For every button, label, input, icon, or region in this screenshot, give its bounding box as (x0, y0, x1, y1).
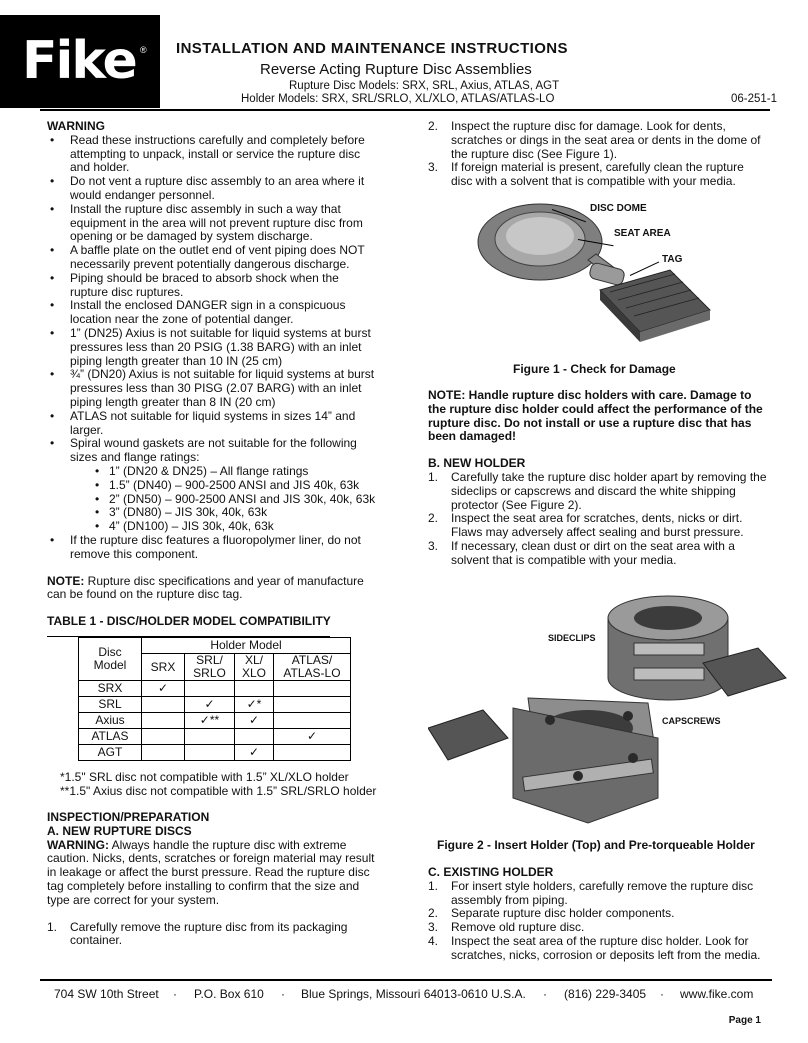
sideclips-label: SIDECLIPS (548, 633, 596, 643)
compatibility-table (78, 637, 351, 761)
table-header: Disc Model (79, 638, 142, 681)
footer-phone: (816) 229-3405 (564, 987, 647, 1001)
table-header: Holder Model (142, 638, 351, 654)
step-text: Inspect the rupture disc for damage. Look for dents, scratches or dings in the seat area or dents in the dome of the rupture disc (See Figure 1). (451, 119, 761, 161)
gasket-size-list (92, 465, 380, 534)
footer-separator: · (543, 987, 547, 1001)
step-number: 3. (428, 920, 439, 935)
right-column-bottom (428, 866, 761, 963)
list-item: • 1” (DN25) Axius is not suitable for liquid systems at burst pressures less than 20 PSIG (1.38 BARG) with an inlet piping length greater than 10 IN (25 cm) (47, 327, 380, 368)
step-number: 1. (428, 878, 439, 893)
footer-separator: · (660, 987, 664, 1001)
list-item: • If the rupture disc features a fluoropolymer liner, do not remove this component. (47, 534, 380, 562)
table-row (79, 681, 351, 697)
step-number: 1. (428, 469, 439, 484)
steps-b-list (428, 471, 768, 568)
table-title: TABLE 1 - DISC/HOLDER MODEL COMPATIBILITY (47, 614, 331, 629)
document-subtitle: Reverse Acting Rupture Disc Assemblies (260, 61, 532, 78)
left-column (47, 120, 380, 629)
logo-text: Fike (22, 31, 136, 91)
note-paragraph (47, 575, 380, 603)
warning-list (47, 134, 380, 562)
inspection-section (47, 811, 380, 948)
step-text: Remove old rupture disc. (451, 920, 585, 935)
step-number: 3. (428, 538, 439, 553)
existing-holder-heading: C. EXISTING HOLDER (428, 865, 554, 879)
holder-models-line: Holder Models: SRX, SRL/SRLO, XL/XLO, ATLAS/ATLAS-LO (241, 93, 555, 105)
list-item (428, 120, 761, 161)
list-item: • 4” (DN100) – JIS 30k, 40k, 63k (92, 520, 380, 534)
table-cell (185, 745, 235, 761)
table-header: SRX (142, 654, 185, 681)
table-row (79, 697, 351, 713)
table-cell (142, 697, 185, 713)
disc-dome-label: DISC DOME (590, 203, 647, 214)
list-item: • Install the enclosed DANGER sign in a conspicuous location near the zone of potential danger. (47, 299, 380, 327)
footer-po-box: P.O. Box 610 (194, 987, 264, 1001)
note-label: NOTE: (47, 573, 85, 588)
list-item: • Read these instructions carefully and completely before attempting to unpack, install or service the rupture disc and holder. (47, 134, 380, 175)
steps-a-continued (428, 120, 761, 189)
footer-website-link[interactable]: www.fike.com (680, 987, 754, 1001)
holder-care-note: NOTE: Handle rupture disc holders with care. Damage to the rupture disc holder could affect the performance of the rupture disc. Do not install or use a rupture disc that has been damaged! (428, 388, 763, 444)
step-text: If necessary, clean dust or dirt on the seat area with a solvent that is compatible with your media. (451, 538, 735, 567)
table-cell (142, 713, 185, 729)
table-header: ATLAS/ ATLAS-LO (274, 654, 351, 681)
table-cell: ✓ (235, 713, 274, 729)
list-item (428, 880, 761, 908)
table-cell: Axius (79, 713, 142, 729)
list-item (428, 921, 761, 935)
steps-a-list (47, 921, 380, 949)
step-text: If foreign material is present, carefully clean the rupture disc with a solvent that is compatible with your media. (451, 160, 744, 189)
right-column-middle (428, 389, 768, 568)
table-footnote: *1.5" SRL disc not compatible with 1.5” XL/XLO holder (60, 770, 349, 784)
list-item (428, 512, 768, 540)
table-cell (185, 681, 235, 697)
new-discs-heading: A. NEW RUPTURE DISCS (47, 823, 192, 838)
list-item: • Piping should be braced to absorb shock when the rupture disc ruptures. (47, 272, 380, 300)
table-cell (274, 713, 351, 729)
table-cell (274, 697, 351, 713)
capscrews-label: CAPSCREWS (662, 716, 721, 726)
list-item: • ¾” (DN20) Axius is not suitable for liquid systems at burst pressures less than 30 PISG (2.07 BARG) with an inlet piping length greater than 8 IN (20 cm) (47, 368, 380, 409)
table-cell: ✓ (235, 745, 274, 761)
table-cell (185, 729, 235, 745)
table-cell: AGT (79, 745, 142, 761)
step-number: 1. (47, 919, 58, 934)
table-header: XL/ XLO (235, 654, 274, 681)
list-item: • 1.5” (DN40) – 900-2500 ANSI and JIS 40k, 63k (92, 479, 380, 493)
footer-city: Blue Springs, Missouri 64013-0610 U.S.A. (301, 987, 526, 1001)
list-item (47, 437, 380, 534)
figure-1-disc-illustration (470, 192, 720, 354)
table-row (79, 713, 351, 729)
table-cell: ✓* (235, 697, 274, 713)
inspection-heading: INSPECTION/PREPARATION (47, 810, 210, 824)
table-cell (142, 729, 185, 745)
table-cell: ATLAS (79, 729, 142, 745)
list-item (428, 540, 768, 568)
footer-separator: · (173, 987, 177, 1001)
list-item: • 1” (DN20 & DN25) – All flange ratings (92, 465, 380, 479)
step-number: 2. (428, 119, 439, 133)
document-title: INSTALLATION AND MAINTENANCE INSTRUCTIONS (176, 40, 568, 57)
table-cell (274, 681, 351, 697)
step-text: Inspect the seat area for scratches, dents, nicks or dirt. Flaws may adversely affect sealing and burst pressure. (451, 511, 744, 540)
tag-label: TAG (662, 254, 683, 265)
list-item (428, 907, 761, 921)
step-number: 2. (428, 511, 439, 526)
list-item: • Install the rupture disc assembly in such a way that equipment in the area will not prevent rupture disc from opening or be damaged by system discharge. (47, 203, 380, 244)
table-header: SRL/ SRLO (185, 654, 235, 681)
gasket-warning: Spiral wound gaskets are not suitable for the following sizes and flange ratings: (70, 436, 357, 465)
table-cell (142, 745, 185, 761)
warning-label: WARNING: (47, 837, 109, 852)
table-cell (235, 729, 274, 745)
table-row (79, 745, 351, 761)
table-footnote: **1.5" Axius disc not compatible with 1.5” SRL/SRLO holder (60, 784, 377, 798)
right-column-top (428, 120, 761, 189)
registered-mark: ® (140, 45, 147, 55)
figure-2-caption: Figure 2 - Insert Holder (Top) and Pre-torqueable Holder (437, 838, 755, 852)
step-text: Carefully remove the rupture disc from its packaging container. (70, 919, 348, 948)
table-cell (274, 745, 351, 761)
step-text: Inspect the seat area of the rupture disc holder. Look for scratches, nicks, corrosion or deposits left from the media. (451, 933, 761, 962)
warning-text: Always handle the rupture disc with extreme caution. Nicks, dents, scratches or foreign material may result in leakage or affect the burst pressure. Read the rupture disc tag completely before installing to confirm that the size and type are correct for your system. (47, 837, 375, 907)
table-cell (235, 681, 274, 697)
new-holder-heading: B. NEW HOLDER (428, 456, 526, 471)
table-cell: ✓ (142, 681, 185, 697)
list-item (428, 161, 761, 189)
table-cell: ✓ (185, 697, 235, 713)
page-number: Page 1 (728, 1015, 761, 1026)
warning-heading: WARNING (47, 119, 105, 133)
footer-separator: · (281, 987, 285, 1001)
list-item: • 2” (DN50) – 900-2500 ANSI and JIS 30k, 40k, 63k (92, 493, 380, 507)
table-cell: ✓ (274, 729, 351, 745)
step-text: For insert style holders, carefully remove the rupture disc assembly from piping. (451, 878, 754, 907)
list-item: • Do not vent a rupture disc assembly to an area where it would endanger personnel. (47, 175, 380, 203)
handling-warning (47, 839, 380, 908)
step-text: Carefully take the rupture disc holder apart by removing the sideclips or capscrews and discard the white shipping protector (See Figure 2). (451, 469, 767, 512)
steps-c-list (428, 880, 761, 963)
list-item (47, 921, 380, 949)
list-item: • A baffle plate on the outlet end of vent piping does NOT necessarily prevent potentially dangerous discharge. (47, 244, 380, 272)
list-item (428, 471, 768, 512)
fike-logo (0, 15, 160, 108)
step-text: Separate rupture disc holder components. (451, 906, 675, 921)
list-item: • 3” (DN80) – JIS 30k, 40k, 63k (92, 506, 380, 520)
footer-address: 704 SW 10th Street (54, 987, 159, 1001)
table-cell: SRL (79, 697, 142, 713)
list-item: • ATLAS not suitable for liquid systems in sizes 14” and larger. (47, 410, 380, 438)
table-row (79, 729, 351, 745)
table-cell: SRX (79, 681, 142, 697)
header-rule (40, 109, 770, 111)
list-item (428, 935, 761, 963)
step-number: 4. (428, 933, 439, 948)
step-number: 2. (428, 906, 439, 921)
seat-area-label: SEAT AREA (614, 228, 671, 239)
table-cell: ✓** (185, 713, 235, 729)
figure-2-holder-illustration (428, 588, 788, 828)
footer-rule (40, 979, 772, 981)
document-number: 06-251-1 (731, 93, 778, 105)
figure-1-caption: Figure 1 - Check for Damage (513, 362, 676, 376)
disc-models-line: Rupture Disc Models: SRX, SRL, Axius, ATLAS, AGT (289, 80, 560, 92)
note-text: Rupture disc specifications and year of manufacture can be found on the rupture disc tag. (47, 573, 364, 602)
step-number: 3. (428, 160, 439, 175)
